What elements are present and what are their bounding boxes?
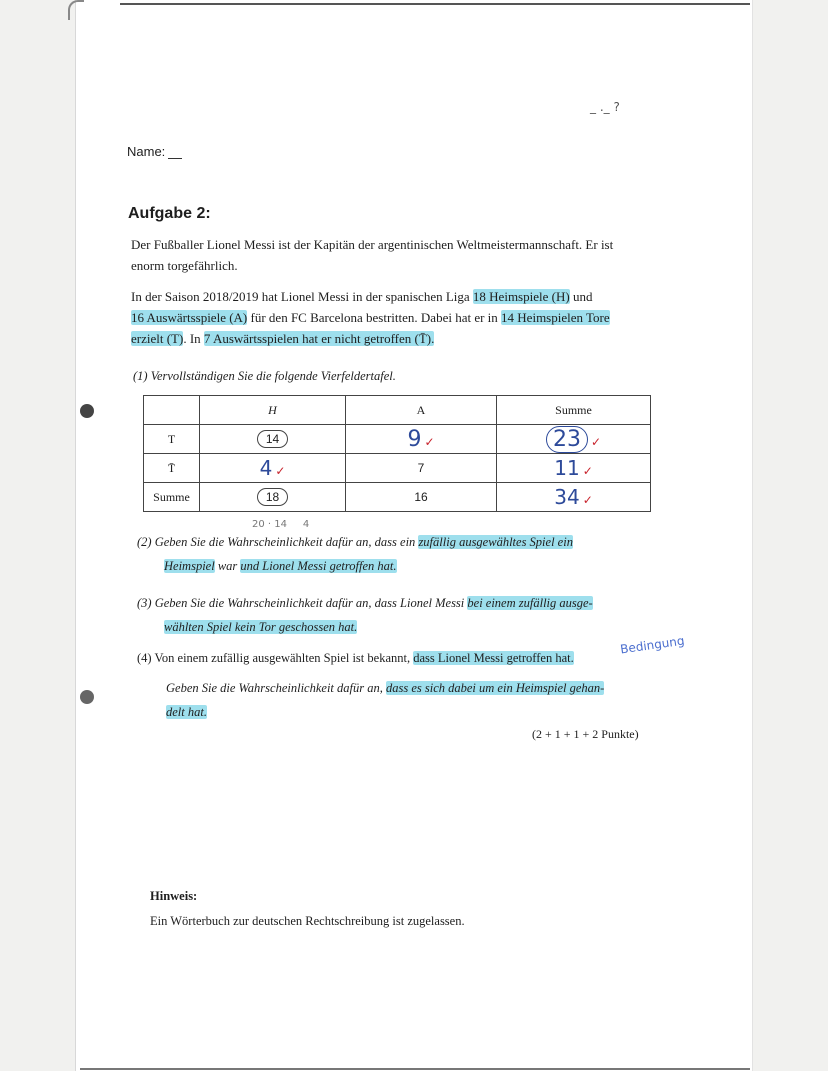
name-blank-line — [168, 158, 182, 159]
four-field-table — [143, 395, 651, 512]
text: Geben Sie die Wahrscheinlichkeit dafür an, — [166, 681, 386, 695]
text: (4) Von einem zufällig ausgewählten Spiel ist bekannt, — [137, 651, 414, 665]
handwritten-note: Bedingung — [619, 633, 686, 657]
cell-sum — [497, 454, 651, 483]
highlight-heimspiele: 18 Heimspiele (H) — [472, 289, 570, 304]
cell-a: 16 — [346, 483, 497, 512]
intro-paragraph — [131, 234, 671, 276]
highlight: zufällig ausgewähltes Spiel ein — [418, 535, 573, 549]
text: für den FC Barcelona bestritten. Dabei hat er in — [247, 310, 502, 325]
hint-title: Hinweis: — [150, 889, 198, 903]
table-header-cell: H — [200, 396, 346, 425]
highlight-heimspiele-tore: 14 Heimspielen Tore — [501, 310, 610, 325]
question-3 — [137, 591, 667, 639]
table-header-cell: A — [346, 396, 497, 425]
highlight: dass Lionel Messi getroffen hat. — [413, 651, 574, 665]
text: . In — [183, 331, 204, 346]
highlight-nicht-getroffen: 7 Auswärtsspielen hat er nicht getroffen (T̄). — [203, 331, 435, 346]
punch-hole-icon — [80, 690, 94, 704]
table-row — [144, 454, 651, 483]
highlight-auswaertsspiele: 16 Auswärtsspiele (A) — [131, 310, 248, 325]
check-icon: ✓ — [424, 434, 435, 449]
highlight: delt hat. — [166, 705, 207, 719]
intro-line-1: Der Fußballer Lionel Messi ist der Kapitän der argentinischen Weltmeistermannschaft. Er ist — [131, 237, 614, 252]
pencil-note: 20 · 14 4 — [252, 519, 310, 530]
cell-sum — [497, 425, 651, 454]
cell-sum — [497, 483, 651, 512]
table-header-cell: Summe — [497, 396, 651, 425]
handwritten-value: 34 — [554, 485, 580, 509]
punch-hole-icon — [80, 404, 94, 418]
row-label: T̄ — [144, 454, 200, 483]
highlight: bei einem zufällig ausge- — [467, 596, 593, 610]
cell-h — [200, 425, 346, 454]
question-4 — [137, 646, 667, 724]
table-header-cell — [144, 396, 200, 425]
question-1: (1) Vervollständigen Sie die folgende Vierfeldertafel. — [133, 369, 396, 383]
text: (2) Geben Sie die Wahrscheinlichkeit dafür an, dass ein — [137, 535, 419, 549]
task-title: Aufgabe 2: — [128, 205, 211, 222]
table-row — [144, 483, 651, 512]
table-header-row — [144, 396, 651, 425]
highlight-erzielt: erzielt (T) — [131, 331, 184, 346]
cell-a: 7 — [346, 454, 497, 483]
intro-line-2: enorm torgefährlich. — [131, 258, 238, 273]
check-icon: ✓ — [582, 464, 593, 478]
header-scribble: _ ._ ? — [590, 100, 620, 114]
handwritten-value: 9 — [407, 426, 422, 452]
row-label: Summe — [144, 483, 200, 512]
row-label: T — [144, 425, 200, 454]
text: und — [569, 289, 593, 304]
highlight: dass es sich dabei um ein Heimspiel gehan- — [385, 681, 605, 695]
table-row — [144, 425, 651, 454]
question-2 — [137, 530, 667, 578]
cell-value: 14 — [257, 430, 288, 448]
cell-h — [200, 454, 346, 483]
highlight: wählten Spiel kein Tor geschossen hat. — [164, 620, 358, 634]
points-summary: (2 + 1 + 1 + 2 Punkte) — [532, 727, 639, 741]
handwritten-value: 11 — [554, 456, 580, 480]
season-paragraph — [131, 286, 671, 349]
text: war — [214, 559, 241, 573]
highlight: Heimspiel — [164, 559, 215, 573]
highlight: und Lionel Messi getroffen hat. — [240, 559, 397, 573]
text: In der Saison 2018/2019 hat Lionel Messi in der spanischen Liga — [131, 289, 473, 304]
name-label: Name: — [127, 144, 166, 159]
bottom-border-line — [80, 1068, 750, 1070]
top-border-line — [120, 3, 750, 5]
check-icon: ✓ — [590, 434, 602, 449]
page-corner-mark — [68, 0, 84, 20]
handwritten-value: 23 — [546, 426, 588, 453]
cell-h — [200, 483, 346, 512]
cell-a — [346, 425, 497, 454]
check-icon: ✓ — [275, 464, 286, 478]
cell-value: 18 — [257, 488, 288, 506]
hint-text: Ein Wörterbuch zur deutschen Rechtschreibung ist zugelassen. — [150, 914, 465, 928]
handwritten-value: 4 — [259, 456, 273, 480]
check-icon: ✓ — [582, 493, 593, 507]
text: (3) Geben Sie die Wahrscheinlichkeit dafür an, dass Lionel Messi — [137, 596, 468, 610]
